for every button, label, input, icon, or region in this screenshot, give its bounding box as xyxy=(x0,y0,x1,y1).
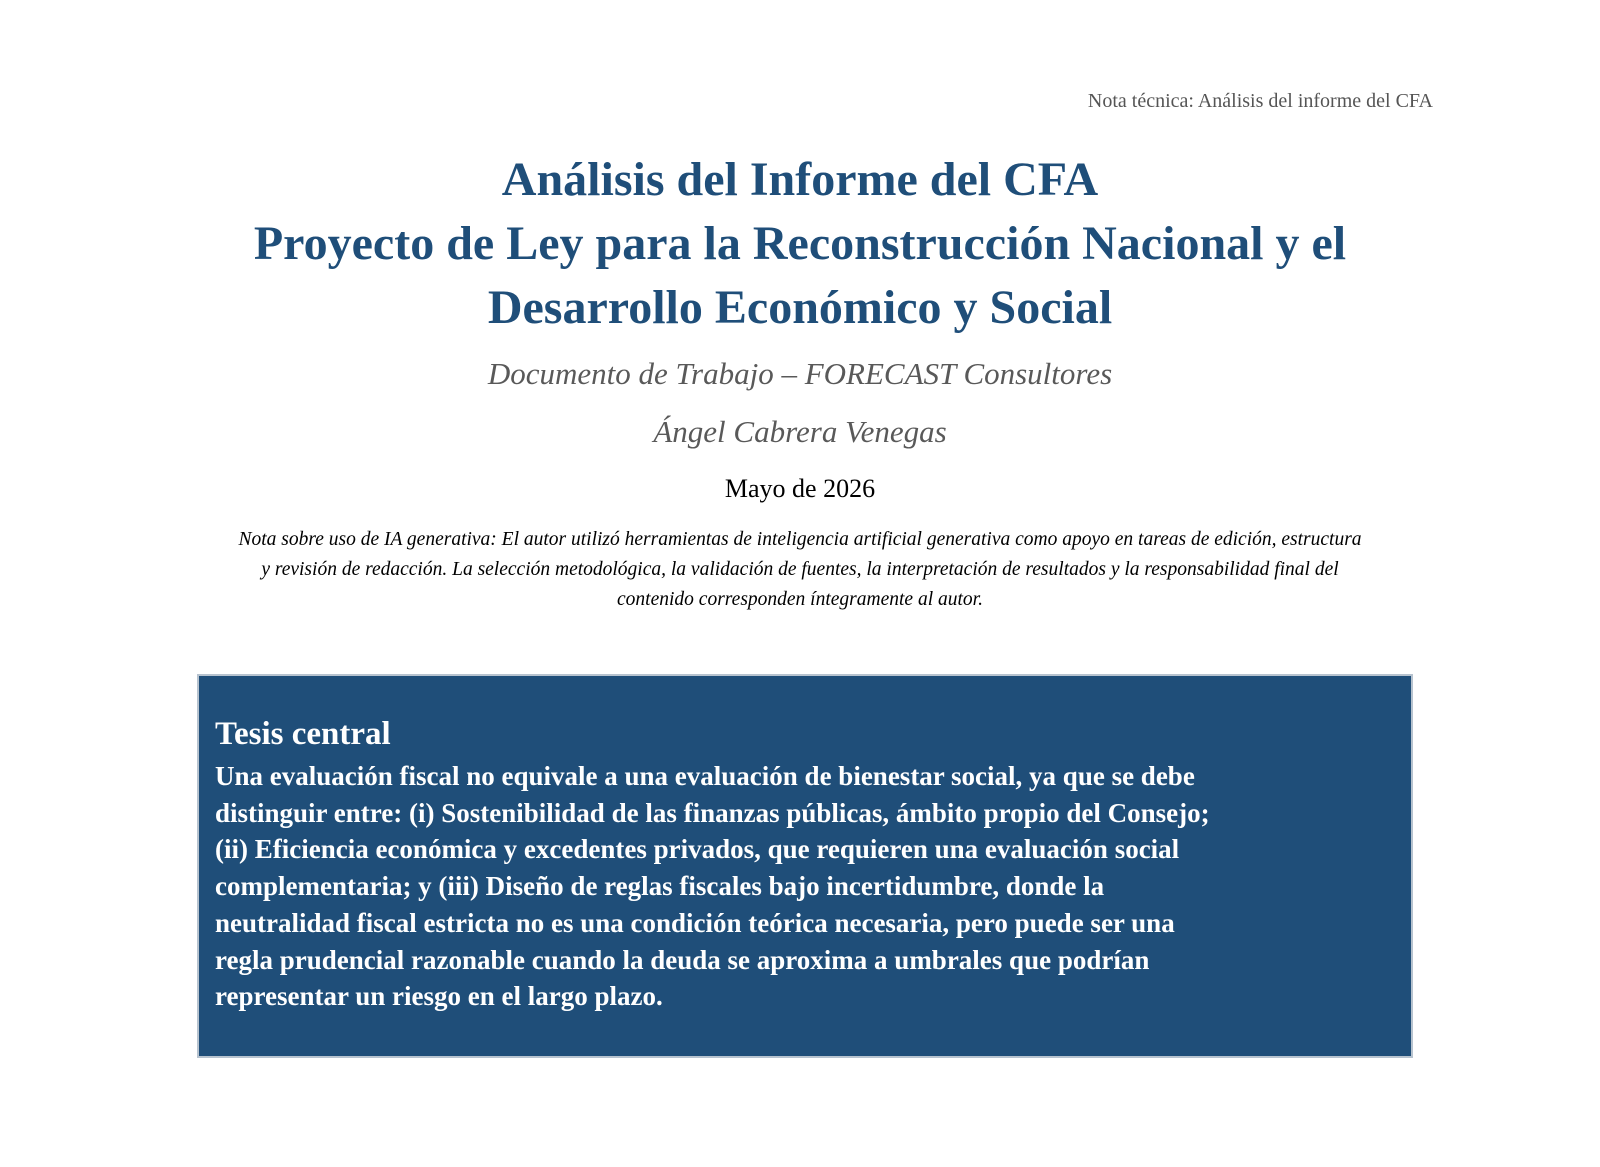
title-line: Desarrollo Económico y Social xyxy=(487,281,1113,334)
title-line: Análisis del Informe del CFA xyxy=(501,153,1099,206)
title-line: Proyecto de Ley para la Reconstrucción Nacional y el xyxy=(253,217,1347,270)
thesis-line: representar un riesgo en el largo plazo. xyxy=(215,981,663,1012)
author-name: Ángel Cabrera Venegas xyxy=(653,414,947,449)
thesis-body xyxy=(215,758,1395,1015)
publication-date: Mayo de 2026 xyxy=(724,474,876,503)
ai-note-line: Nota sobre uso de IA generativa: El autor utilizó herramientas de inteligencia artificial generativa como apoyo en tareas de edición, estructura xyxy=(238,529,1362,550)
running-header: Nota técnica: Análisis del informe del CFA xyxy=(1087,90,1433,112)
thesis-line: Una evaluación fiscal no equivale a una evaluación de bienestar social, ya que se debe xyxy=(215,761,1195,791)
thesis-line: neutralidad fiscal estricta no es una condición teórica necesaria, pero puede ser una xyxy=(215,907,1175,938)
document-title xyxy=(150,148,1450,340)
ai-usage-note xyxy=(150,525,1450,615)
thesis-line: distinguir entre: (i) Sostenibilidad de las finanzas públicas, ámbito propio del Consejo; xyxy=(215,797,1210,828)
document-subtitle: Documento de Trabajo – FORECAST Consultores xyxy=(487,356,1113,391)
thesis-line: regla prudencial razonable cuando la deuda se aproxima a umbrales que podrían xyxy=(215,944,1150,975)
ai-note-line: y revisión de redacción. La selección metodológica, la validación de fuentes, la interpretación de resultados y la responsabilidad final del xyxy=(261,559,1339,580)
thesis-line: (ii) Eficiencia económica y excedentes privados, que requieren una evaluación social xyxy=(215,834,1180,865)
thesis-box xyxy=(197,674,1413,1058)
thesis-line: complementaria; y (iii) Diseño de reglas fiscales bajo incertidumbre, donde la xyxy=(215,871,1105,902)
ai-note-line: contenido corresponden íntegramente al autor. xyxy=(617,589,983,610)
thesis-heading: Tesis central xyxy=(215,716,391,752)
